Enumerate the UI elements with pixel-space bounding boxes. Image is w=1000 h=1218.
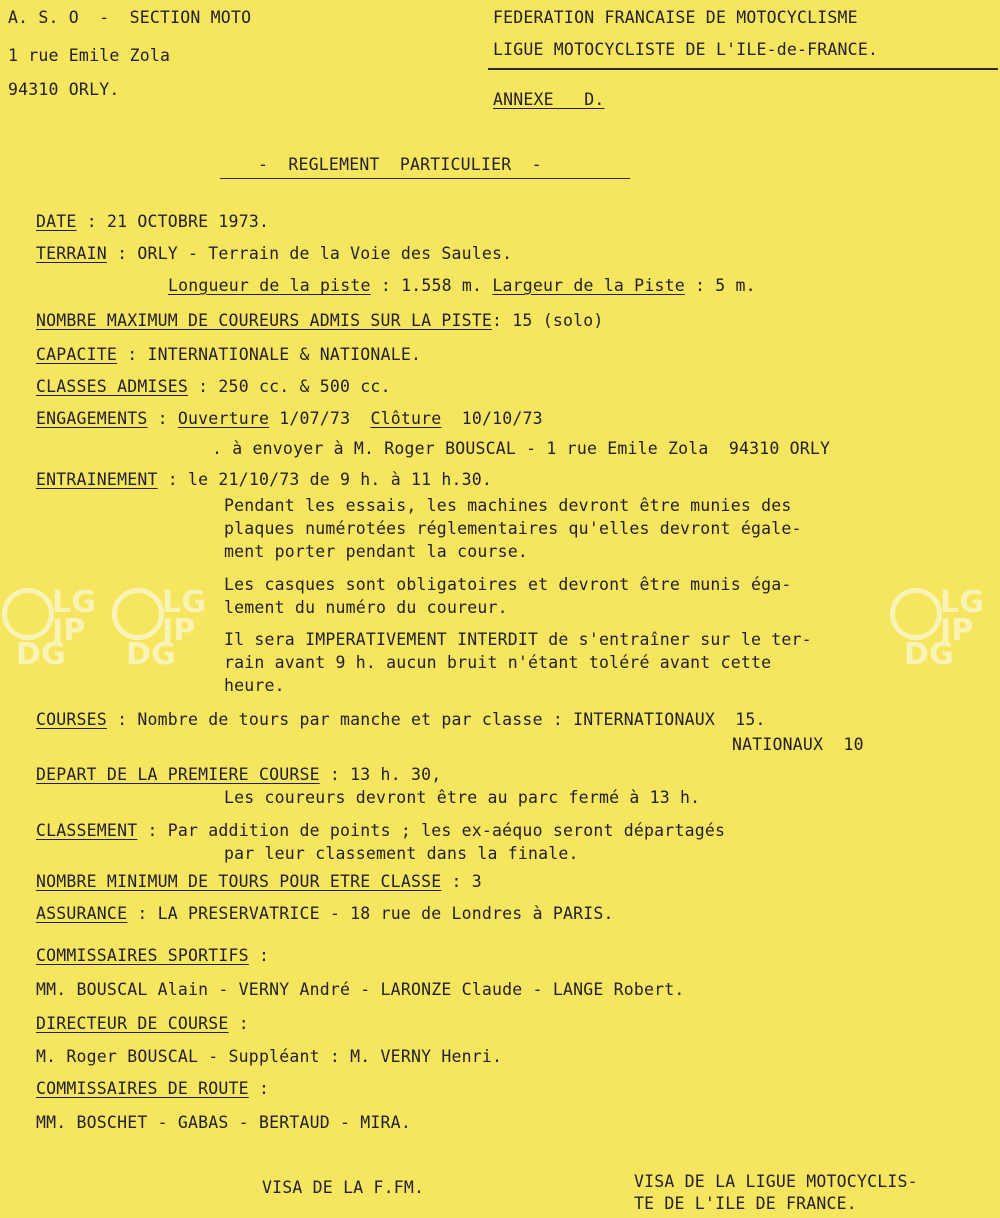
commissaires-sportifs-label: COMMISSAIRES SPORTIFS : — [36, 946, 270, 965]
watermark-logo: LG JP DG — [2, 582, 102, 668]
entrainement-p1-l1: Pendant les essais, les machines devront être munies des — [224, 496, 792, 515]
engagements-address: . à envoyer à M. Roger BOUSCAL - 1 rue Emile Zola 94310 ORLY — [212, 439, 831, 458]
club-street: 1 rue Emile Zola — [8, 46, 171, 65]
entrainement-p3-l3: heure. — [224, 676, 285, 695]
league-name: LIGUE MOTOCYCLISTE DE L'ILE-de-FRANCE. — [493, 40, 879, 59]
directeur-names: M. Roger BOUSCAL - Suppléant : M. VERNY Henri. — [36, 1047, 503, 1066]
commissaires-route-label: COMMISSAIRES DE ROUTE : — [36, 1079, 270, 1098]
assurance-row: ASSURANCE : LA PRESERVATRICE - 18 rue de Londres à PARIS. — [36, 904, 614, 923]
classement-row: CLASSEMENT : Par addition de points ; les ex-aéquo seront départagés — [36, 821, 726, 840]
entrainement-p3-l1: Il sera IMPERATIVEMENT INTERDIT de s'entraîner sur le ter- — [224, 630, 812, 649]
courses-row: COURSES : Nombre de tours par manche et par classe : INTERNATIONAUX 15. — [36, 710, 766, 729]
annexe-label: ANNEXE D. — [493, 90, 605, 109]
entrainement-p1-l2: plaques numérotées réglementaires qu'elles devront égale- — [224, 519, 802, 538]
min-laps-row: NOMBRE MINIMUM DE TOURS POUR ETRE CLASSE : 3 — [36, 872, 482, 891]
club-name: A. S. O - SECTION MOTO — [8, 8, 252, 27]
commissaires-route-names: MM. BOSCHET - GABAS - BERTAUD - MIRA. — [36, 1113, 411, 1132]
visa-ligue-line2: TE DE L'ILE DE FRANCE. — [634, 1194, 857, 1213]
title-rule — [220, 178, 630, 179]
depart-line2: Les coureurs devront être au parc fermé à 13 h. — [224, 788, 701, 807]
entrainement-p3-l2: rain avant 9 h. aucun bruit n'étant toléré avant cette — [224, 653, 772, 672]
page-title: - REGLEMENT PARTICULIER - — [258, 155, 542, 174]
terrain-row: TERRAIN : ORLY - Terrain de la Voie des Saules. — [36, 244, 513, 263]
watermark-logo: LG JP DG — [112, 582, 212, 668]
visa-ffm: VISA DE LA F.FM. — [262, 1178, 425, 1197]
entrainement-row: ENTRAINEMENT : le 21/10/73 de 9 h. à 11 h.30. — [36, 470, 493, 489]
header-rule — [488, 68, 998, 70]
depart-row: DEPART DE LA PREMIERE COURSE : 13 h. 30, — [36, 765, 442, 784]
engagements-row: ENGAGEMENTS : Ouverture 1/07/73 Clôture 10/10/73 — [36, 409, 543, 428]
watermark-logo: LG JP DG — [890, 582, 990, 668]
max-riders-row: NOMBRE MAXIMUM DE COUREURS ADMIS SUR LA PISTE: 15 (solo) — [36, 311, 604, 330]
track-dimensions: Longueur de la piste : 1.558 m. Largeur de la Piste : 5 m. — [168, 276, 756, 295]
entrainement-p2-l1: Les casques sont obligatoires et devront être munis éga- — [224, 575, 792, 594]
date-row: DATE : 21 OCTOBRE 1973. — [36, 212, 270, 231]
capacite-row: CAPACITE : INTERNATIONALE & NATIONALE. — [36, 345, 422, 364]
visa-ligue-line1: VISA DE LA LIGUE MOTOCYCLIS- — [634, 1172, 918, 1191]
classement-line2: par leur classement dans la finale. — [224, 844, 579, 863]
entrainement-p1-l3: ment porter pendant la course. — [224, 542, 529, 561]
commissaires-sportifs-names: MM. BOUSCAL Alain - VERNY André - LARONZE Claude - LANGE Robert. — [36, 980, 685, 999]
club-city: 94310 ORLY. — [8, 80, 120, 99]
courses-nationaux: NATIONAUX 10 — [732, 735, 864, 754]
entrainement-p2-l2: lement du numéro du coureur. — [224, 598, 508, 617]
classes-row: CLASSES ADMISES : 250 cc. & 500 cc. — [36, 377, 391, 396]
federation-name: FEDERATION FRANCAISE DE MOTOCYCLISME — [493, 8, 858, 27]
directeur-label: DIRECTEUR DE COURSE : — [36, 1014, 249, 1033]
